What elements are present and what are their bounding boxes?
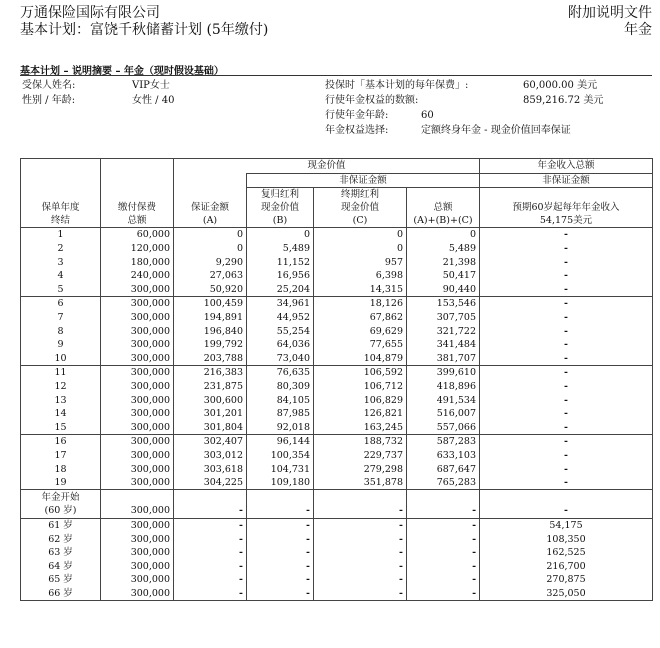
guaranteed-cell: 303,618	[174, 462, 247, 476]
guaranteed-cell: -	[174, 587, 247, 601]
empty-cell	[247, 490, 314, 504]
table-row	[21, 546, 653, 560]
doc-subtype: 年金	[624, 22, 652, 38]
annuity-cell: -	[480, 449, 653, 463]
total-cell: -	[407, 546, 480, 560]
total-cell: -	[407, 532, 480, 546]
reversionary-cell: -	[247, 546, 314, 560]
premium-cell: 300,000	[101, 380, 174, 394]
table-row	[21, 435, 653, 449]
reversionary-cell: 76,635	[247, 366, 314, 380]
total-cell: -	[407, 504, 480, 518]
guaranteed-cell: 194,891	[174, 311, 247, 325]
total-cell: 341,484	[407, 338, 480, 352]
guaranteed-header-cell	[174, 188, 247, 228]
gender-age-value: 女性 / 40	[132, 95, 175, 106]
guaranteed-cell: -	[174, 518, 247, 532]
table-row	[21, 297, 653, 311]
reversionary-header-line3: (B)	[272, 215, 288, 227]
year-cell: 9	[21, 338, 101, 352]
terminal-cell: 279,298	[314, 462, 407, 476]
terminal-cell: 14,315	[314, 283, 407, 297]
total-cell: 516,007	[407, 407, 480, 421]
non-guaranteed-header: 非保证金额	[247, 173, 480, 188]
terminal-cell: 229,737	[314, 449, 407, 463]
insured-info	[22, 78, 174, 108]
year-cell: 10	[21, 352, 101, 366]
year-cell: 12	[21, 380, 101, 394]
terminal-header-cell	[314, 188, 407, 228]
guaranteed-cell: 50,920	[174, 283, 247, 297]
guaranteed-cell: 100,459	[174, 297, 247, 311]
premium-cell: 120,000	[101, 242, 174, 256]
table-row	[21, 393, 653, 407]
total-cell: 90,440	[407, 283, 480, 297]
total-cell: 399,610	[407, 366, 480, 380]
annuity-amount-row	[325, 93, 603, 108]
reversionary-cell: 0	[247, 228, 314, 242]
table-row	[21, 366, 653, 380]
year-cell: 16	[21, 435, 101, 449]
total-cell: 633,103	[407, 449, 480, 463]
terminal-cell: 77,655	[314, 338, 407, 352]
empty-cell	[101, 490, 174, 504]
premium-cell: 300,000	[101, 587, 174, 601]
annuity-cell: -	[480, 228, 653, 242]
annuity-cell: -	[480, 311, 653, 325]
reversionary-cell: 34,961	[247, 297, 314, 311]
guaranteed-header-line1: 保证金额	[190, 202, 229, 214]
year-cell: 7	[21, 311, 101, 325]
terminal-cell: -	[314, 587, 407, 601]
terminal-cell: -	[314, 532, 407, 546]
table-row	[21, 242, 653, 256]
year-cell: 63 岁	[21, 546, 101, 560]
total-cell: 687,647	[407, 462, 480, 476]
policy-info	[325, 78, 603, 138]
annuity-option-value: 定额终身年金 - 现金价值回奉保证	[421, 125, 571, 136]
annuity-cell: -	[480, 269, 653, 283]
year-header-line2: 终结	[50, 215, 70, 227]
guaranteed-cell: -	[174, 559, 247, 573]
annuity-cell: 108,350	[480, 532, 653, 546]
terminal-cell: -	[314, 573, 407, 587]
company-name: 万通保险国际有限公司	[20, 5, 160, 21]
annuity-start-age-row	[21, 504, 653, 518]
total-header-line2: (A)+(B)+(C)	[413, 215, 473, 227]
premium-cell: 300,000	[101, 366, 174, 380]
premium-cell: 300,000	[101, 532, 174, 546]
year-header-line1: 保单年度	[41, 202, 80, 214]
guaranteed-cell: 9,290	[174, 255, 247, 269]
terminal-header-line1: 终期红利	[340, 189, 379, 201]
total-cell: 765,283	[407, 476, 480, 490]
table-row	[21, 283, 653, 297]
annuity-cell: -	[480, 255, 653, 269]
header-left	[20, 5, 268, 39]
reversionary-cell: -	[247, 518, 314, 532]
table-row	[21, 228, 653, 242]
section-divider	[20, 75, 652, 76]
annuity-income-header-line1: 预期60岁起每年年金收入	[512, 202, 620, 214]
terminal-cell: -	[314, 518, 407, 532]
year-cell: 62 岁	[21, 532, 101, 546]
annuity-option-label: 年金权益选择:	[325, 125, 389, 136]
terminal-cell: 351,878	[314, 476, 407, 490]
annuity-total-header: 年金收入总额	[480, 159, 653, 174]
total-cell: 21,398	[407, 255, 480, 269]
annuity-cell: 162,525	[480, 546, 653, 560]
year-cell: 3	[21, 255, 101, 269]
terminal-cell: 67,862	[314, 311, 407, 325]
annuity-cell: -	[480, 297, 653, 311]
annual-premium-label: 投保时「基本计划的每年保费」:	[325, 80, 469, 91]
guaranteed-cell: 203,788	[174, 352, 247, 366]
table-row	[21, 573, 653, 587]
premium-cell: 300,000	[101, 435, 174, 449]
guaranteed-cell: 301,201	[174, 407, 247, 421]
reversionary-cell: 84,105	[247, 393, 314, 407]
premium-cell: 300,000	[101, 559, 174, 573]
guaranteed-cell: 301,804	[174, 421, 247, 435]
terminal-cell: 69,629	[314, 324, 407, 338]
total-cell: 50,417	[407, 269, 480, 283]
annuity-cell: -	[480, 504, 653, 518]
guaranteed-header-line2: (A)	[202, 215, 218, 227]
insured-name-row	[22, 78, 174, 93]
reversionary-cell: 11,152	[247, 255, 314, 269]
terminal-cell: 106,592	[314, 366, 407, 380]
annuity-age-label: 行使年金年龄:	[325, 110, 389, 121]
reversionary-cell: -	[247, 532, 314, 546]
annuity-cell: -	[480, 352, 653, 366]
gender-age-label: 性别 / 年龄:	[22, 95, 76, 106]
guaranteed-cell: 302,407	[174, 435, 247, 449]
reversionary-cell: 92,018	[247, 421, 314, 435]
premium-cell: 300,000	[101, 352, 174, 366]
terminal-cell: 957	[314, 255, 407, 269]
reversionary-cell: 55,254	[247, 324, 314, 338]
guaranteed-cell: 303,012	[174, 449, 247, 463]
annual-premium-row	[325, 78, 603, 93]
guaranteed-cell: 216,383	[174, 366, 247, 380]
premium-cell: 300,000	[101, 393, 174, 407]
annual-premium-value: 60,000.00 美元	[523, 80, 598, 91]
reversionary-cell: 109,180	[247, 476, 314, 490]
illustration-table	[20, 158, 653, 601]
guaranteed-cell: 304,225	[174, 476, 247, 490]
annuity-cell: -	[480, 435, 653, 449]
total-header-cell	[407, 188, 480, 228]
annuity-cell: -	[480, 393, 653, 407]
empty-cell	[480, 490, 653, 504]
table-row	[21, 255, 653, 269]
table-row	[21, 380, 653, 394]
year-cell: 1	[21, 228, 101, 242]
total-cell: -	[407, 573, 480, 587]
premium-cell: 300,000	[101, 476, 174, 490]
reversionary-cell: 73,040	[247, 352, 314, 366]
annuity-cell: 270,875	[480, 573, 653, 587]
terminal-cell: 188,732	[314, 435, 407, 449]
terminal-cell: 106,829	[314, 393, 407, 407]
reversionary-cell: 44,952	[247, 311, 314, 325]
guaranteed-cell: -	[174, 504, 247, 518]
total-cell: 321,722	[407, 324, 480, 338]
annuity-cell: -	[480, 421, 653, 435]
guaranteed-cell: 231,875	[174, 380, 247, 394]
premium-header-line1: 缴付保费	[117, 202, 156, 214]
year-cell: 61 岁	[21, 518, 101, 532]
annuity-start-premium: 300,000	[101, 504, 174, 518]
terminal-cell: 163,245	[314, 421, 407, 435]
total-cell: 153,546	[407, 297, 480, 311]
reversionary-cell: 80,309	[247, 380, 314, 394]
table-row	[21, 476, 653, 490]
reversionary-cell: 104,731	[247, 462, 314, 476]
annuity-cell: -	[480, 242, 653, 256]
annuity-cell: -	[480, 324, 653, 338]
annuity-age-row	[325, 108, 603, 123]
annuity-income-header-line2: 54,175美元	[539, 215, 593, 227]
premium-header-line2: 总额	[127, 215, 147, 227]
year-cell: 18	[21, 462, 101, 476]
reversionary-header-line1: 复归红利	[260, 189, 299, 201]
terminal-cell: 6,398	[314, 269, 407, 283]
empty-cell	[407, 490, 480, 504]
reversionary-cell: 87,985	[247, 407, 314, 421]
premium-cell: 300,000	[101, 311, 174, 325]
premium-cell: 300,000	[101, 421, 174, 435]
year-cell: 11	[21, 366, 101, 380]
annuity-amount-value: 859,216.72 美元	[523, 95, 604, 106]
year-cell: 66 岁	[21, 587, 101, 601]
guaranteed-cell: 27,063	[174, 269, 247, 283]
total-cell: 381,707	[407, 352, 480, 366]
guaranteed-cell: -	[174, 546, 247, 560]
annuity-start-label: 年金开始	[21, 490, 101, 504]
total-cell: 491,534	[407, 393, 480, 407]
premium-cell: 300,000	[101, 518, 174, 532]
reversionary-cell: -	[247, 573, 314, 587]
reversionary-cell: 96,144	[247, 435, 314, 449]
reversionary-header-cell	[247, 188, 314, 228]
table-row	[21, 449, 653, 463]
total-cell: -	[407, 587, 480, 601]
section-title: 基本计划 – 说明摘要 – 年金（现时假设基础）	[20, 66, 224, 77]
year-cell: 4	[21, 269, 101, 283]
terminal-cell: 18,126	[314, 297, 407, 311]
total-cell: 418,896	[407, 380, 480, 394]
year-cell: 2	[21, 242, 101, 256]
guaranteed-cell: 196,840	[174, 324, 247, 338]
annuity-cell: -	[480, 476, 653, 490]
terminal-cell: -	[314, 546, 407, 560]
annuity-start-row	[21, 490, 653, 504]
year-cell: 14	[21, 407, 101, 421]
premium-cell: 300,000	[101, 573, 174, 587]
reversionary-header-line2: 现金价值	[260, 202, 299, 214]
annuity-non-guaranteed-header: 非保证金额	[480, 173, 653, 188]
annuity-age-value: 60	[421, 110, 434, 121]
table-row	[21, 532, 653, 546]
terminal-cell: 126,821	[314, 407, 407, 421]
guaranteed-cell: 0	[174, 228, 247, 242]
year-cell: 6	[21, 297, 101, 311]
year-header-cell	[21, 159, 101, 228]
total-cell: 557,066	[407, 421, 480, 435]
annuity-amount-label: 行使年金权益的数额:	[325, 95, 419, 106]
guaranteed-cell: 300,600	[174, 393, 247, 407]
annuity-cell: -	[480, 283, 653, 297]
reversionary-cell: 100,354	[247, 449, 314, 463]
premium-cell: 60,000	[101, 228, 174, 242]
annuity-cell: -	[480, 338, 653, 352]
table-row	[21, 587, 653, 601]
table-row	[21, 269, 653, 283]
doc-type: 附加说明文件	[568, 5, 652, 21]
year-cell: 13	[21, 393, 101, 407]
table-row	[21, 421, 653, 435]
guaranteed-cell: 0	[174, 242, 247, 256]
terminal-cell: 106,712	[314, 380, 407, 394]
guaranteed-cell: 199,792	[174, 338, 247, 352]
terminal-cell: -	[314, 504, 407, 518]
table-row	[21, 559, 653, 573]
header-right	[568, 5, 652, 39]
reversionary-cell: 25,204	[247, 283, 314, 297]
terminal-cell: 104,879	[314, 352, 407, 366]
total-cell: 307,705	[407, 311, 480, 325]
insured-name-label: 受保人姓名:	[22, 80, 76, 91]
reversionary-cell: -	[247, 559, 314, 573]
annuity-option-row	[325, 123, 603, 138]
total-cell: 587,283	[407, 435, 480, 449]
plan-title: 基本计划：富饶千秋储蓄计划 (5年缴付)	[20, 22, 269, 38]
year-cell: 17	[21, 449, 101, 463]
table-row	[21, 338, 653, 352]
premium-cell: 300,000	[101, 546, 174, 560]
premium-cell: 300,000	[101, 462, 174, 476]
annuity-income-header-cell	[480, 188, 653, 228]
empty-cell	[174, 490, 247, 504]
terminal-cell: -	[314, 559, 407, 573]
premium-header-cell	[101, 159, 174, 228]
reversionary-cell: -	[247, 504, 314, 518]
terminal-cell: 0	[314, 242, 407, 256]
annuity-cell: -	[480, 407, 653, 421]
premium-cell: 300,000	[101, 324, 174, 338]
premium-cell: 180,000	[101, 255, 174, 269]
cash-value-header: 现金价值	[174, 159, 480, 174]
annuity-cell: -	[480, 380, 653, 394]
premium-cell: 300,000	[101, 407, 174, 421]
guaranteed-cell: -	[174, 532, 247, 546]
table-row	[21, 324, 653, 338]
total-cell: 5,489	[407, 242, 480, 256]
year-cell: 15	[21, 421, 101, 435]
premium-cell: 300,000	[101, 297, 174, 311]
table-row	[21, 407, 653, 421]
year-cell: 65 岁	[21, 573, 101, 587]
table-row	[21, 352, 653, 366]
insured-name-value: VIP女士	[132, 80, 170, 91]
reversionary-cell: 64,036	[247, 338, 314, 352]
reversionary-cell: 16,956	[247, 269, 314, 283]
premium-cell: 300,000	[101, 338, 174, 352]
premium-cell: 300,000	[101, 449, 174, 463]
annuity-cell: 216,700	[480, 559, 653, 573]
gender-age-row	[22, 93, 174, 108]
table-row	[21, 462, 653, 476]
annuity-cell: 325,050	[480, 587, 653, 601]
empty-cell	[314, 490, 407, 504]
reversionary-cell: -	[247, 587, 314, 601]
annuity-cell: -	[480, 366, 653, 380]
terminal-header-line2: 现金价值	[340, 202, 379, 214]
table-row	[21, 311, 653, 325]
total-cell: -	[407, 559, 480, 573]
terminal-header-line3: (C)	[352, 215, 368, 227]
total-cell: -	[407, 518, 480, 532]
total-cell: 0	[407, 228, 480, 242]
guaranteed-header-spacer	[174, 173, 247, 188]
guaranteed-cell: -	[174, 573, 247, 587]
terminal-cell: 0	[314, 228, 407, 242]
annuity-start-age: (60 岁)	[21, 504, 101, 518]
total-header-line1: 总额	[433, 202, 453, 214]
year-cell: 64 岁	[21, 559, 101, 573]
year-cell: 19	[21, 476, 101, 490]
annuity-cell: -	[480, 462, 653, 476]
annuity-cell: 54,175	[480, 518, 653, 532]
premium-cell: 300,000	[101, 283, 174, 297]
reversionary-cell: 5,489	[247, 242, 314, 256]
premium-cell: 240,000	[101, 269, 174, 283]
year-cell: 8	[21, 324, 101, 338]
year-cell: 5	[21, 283, 101, 297]
table-row	[21, 518, 653, 532]
